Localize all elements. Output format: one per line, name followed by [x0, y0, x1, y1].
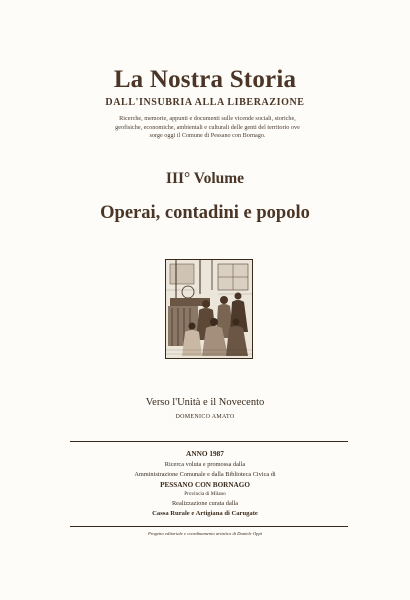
colophon-line-3: Realizzazione curata dalla — [171, 500, 239, 507]
section-title: Verso l'Unità e il Novecento — [145, 397, 265, 408]
colophon-line-1: Ricerca voluta e promossa dalla — [164, 461, 246, 468]
province-name: Provincia di Milano — [184, 491, 226, 497]
author-name: DOMENICO AMATO — [175, 414, 235, 420]
divider-bottom — [70, 526, 348, 527]
volume-theme: Operai, contadini e popolo — [100, 203, 310, 223]
sponsor-name: Cassa Rurale e Artigiana di Carugate — [152, 510, 258, 517]
engraving-illustration — [165, 259, 253, 359]
series-description: Ricerche, memorie, appunti e documenti sulle vicende sociali, storiche, geofisiche, economiche, ambientali e culturali delle genti del territorio ove sorge oggi il Comune di Pessano con Bornago. — [115, 115, 300, 140]
series-title: La Nostra Storia — [113, 66, 297, 93]
colophon-line-2: Amministrazione Comunale e dalla Biblioteca Civica di — [134, 471, 276, 478]
series-subtitle: DALL'INSUBRIA ALLA LIBERAZIONE — [105, 97, 305, 108]
editorial-credit: Progetto editoriale e coordinamento artistico di Daniele Oppi — [147, 531, 263, 536]
divider-top — [70, 441, 348, 442]
volume-label: III° Volume — [165, 170, 245, 187]
publication-year: ANNO 1987 — [186, 449, 224, 458]
comune-name: PESSANO CON BORNAGO — [160, 481, 250, 489]
